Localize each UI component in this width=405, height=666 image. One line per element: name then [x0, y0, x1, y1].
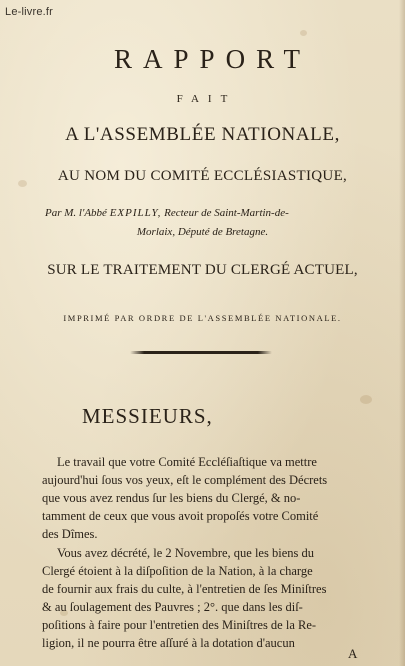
body-text-line: aujourd'hui ſous vos yeux, eſt le complément des Décrets [42, 473, 328, 487]
page-edge-shadow [399, 0, 405, 666]
signature-mark: A [348, 646, 358, 661]
heading-subject: SUR LE TRAITEMENT DU CLERGÉ ACTUEL, [47, 262, 358, 278]
watermark-stamp: Le-livre.fr [5, 6, 54, 18]
body-text-line: poſitions à faire pour l'entretien des Miniſtres de la Re- [42, 618, 317, 632]
author-line-2: Morlaix, Député de Bretagne. [136, 226, 269, 238]
body-text-line: Vous avez décrété, le 2 Novembre, que les biens du [57, 546, 314, 560]
foxing-spot [360, 395, 372, 404]
foxing-spot [300, 30, 307, 36]
body-text-line: & au ſoulagement des Pauvres ; 2°. que dans les diſ- [42, 600, 303, 614]
author-line-1 [45, 207, 289, 219]
heading-comite: AU NOM DU COMITÉ ECCLÉSIASTIQUE, [57, 168, 348, 184]
author-title: Recteur de Saint-Martin-de- [161, 207, 289, 219]
body-text-line: des Dîmes. [42, 527, 98, 541]
body-text-line: ligion, il ne pourra être aſſuré à la dotation d'aucun [42, 636, 295, 650]
author-name: EXPILLY, [109, 207, 162, 219]
subtitle-fait: FAIT [176, 93, 237, 105]
body-text-line: que vous avez rendus ſur les biens du Clergé, & no- [42, 491, 301, 505]
salutation: MESSIEURS, [82, 404, 213, 428]
body-text-line: Clergé étoient à la diſpoſition de la Nation, à la charge [42, 564, 313, 578]
ornamental-rule [130, 351, 272, 354]
heading-assemblee: A L'ASSEMBLÉE NATIONALE, [65, 124, 340, 145]
body-text-line: de fournir aux frais du culte, à l'entretien de ſes Miniſtres [42, 582, 327, 596]
author-prefix: Par M. l'Abbé [45, 207, 110, 219]
body-text-line: Le travail que votre Comité Eccléſiaſtique va mettre [57, 455, 317, 469]
body-text-line: tamment de ceux que vous avoit propoſés votre Comité [42, 509, 319, 523]
imprint-note: IMPRIMÉ PAR ORDRE DE L'ASSEMBLÉE NATIONALE. [63, 313, 342, 323]
document-title: RAPPORT [114, 44, 311, 74]
